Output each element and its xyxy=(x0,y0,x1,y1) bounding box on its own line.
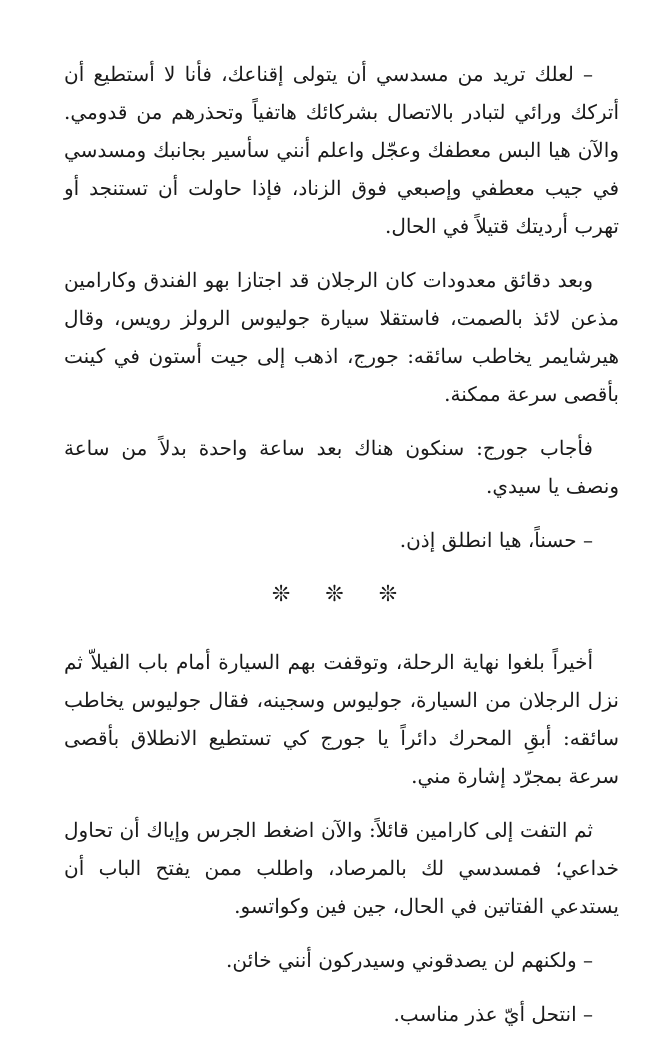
paragraph-excuse: – انتحل أيّ عذر مناسب. xyxy=(393,1002,593,1026)
section-separator: ❊ ❊ ❊ xyxy=(271,582,412,607)
paragraph-go-ahead: – حسناً، هيا انطلق إذن. xyxy=(399,528,593,552)
paragraph-hotel-departure: وبعد دقائق معدودات كان الرجلان قد اجتازا بهو الفندق وكارامين مذعن لائذ بالصمت، فاستقلا سيارة جوليوس الرولز رويس، وقال هيرشايمر يخاطب سائقه: جورج، اذهب إلى جيت أستون في كينت بأقصى سرعة ممكنة. xyxy=(64,268,619,406)
paragraph-threat: – لعلك تريد من مسدسي أن يتولى إقناعك، فأنا لا أستطيع أن أتركك ورائي لتبادر بالاتصال بشركائك هاتفياً وتحذرهم من قدومي. والآن هيا البس معطفك وعجّل واعلم أنني سأسير بجانبك ومسدسي في جيب معطفي وإصبعي فوق الزناد، فإذا حاولت أن تستنجد أو تهرب أرديتك قتيلاً في الحال. xyxy=(64,62,619,238)
book-page xyxy=(64,55,619,1049)
paragraph-traitor: – ولكنهم لن يصدقوني وسيدركون أنني خائن. xyxy=(226,948,593,972)
paragraph-george-reply: فأجاب جورج: سنكون هناك بعد ساعة واحدة بدلاً من ساعة ونصف يا سيدي. xyxy=(64,436,619,498)
paragraph-doorbell: ثم التفت إلى كارامين قائلاً: والآن اضغط الجرس وإياك أن تحاول خداعي؛ فمسدسي لك بالمرصاد، واطلب ممن يفتح الباب أن يستدعي الفتاتين في الحال، جين فين وكواتسو. xyxy=(64,818,619,918)
paragraph-arrival: أخيراً بلغوا نهاية الرحلة، وتوقفت بهم السيارة أمام باب الفيلاّ ثم نزل الرجلان من السيارة، جوليوس وسجينه، فقال جوليوس يخاطب سائقه: أبقِ المحرك دائراً يا جورج كي تستطيع الانطلاق بأقصى سرعة بمجرّد إشارة مني. xyxy=(64,650,619,788)
